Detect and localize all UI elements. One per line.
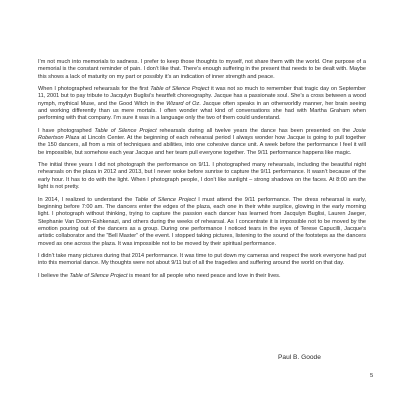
- paragraph-text: at Lincoln Center. At the beginning of each rehearsal period I always wonder how Jacque is going to pull together the 150 dancers, all from a mix of techniques and abilities, into one cohesive dance unit. A week before the performance I feel it will be impossible, but somehow each year Jacque and her team pull everyone together. The 9/11 performance happens like magic.: [38, 135, 366, 156]
- paragraph-text: The initial three years I did not photograph the performance on 9/11. I photographed many rehearsals, including the beautiful night rehearsals on the plaza in 2012 and 2013, but I never woke before sunrise to capture the 9/11 performance. It wasn’t because of the early hour. It has to do with the light. When I photograph people, I don’t like sunlight – strong shadows on the faces. At 8:00 am the light is not pretty.: [38, 162, 366, 191]
- author-signature: Paul B. Goode: [278, 354, 321, 361]
- paragraph: [38, 273, 366, 280]
- italic-title: Table of Silence Project: [134, 196, 196, 203]
- essay-body: [38, 59, 366, 285]
- paragraph-text: I must attend the 9/11 performance. The dress rehearsal is early, beginning before 7:00 am. The dancers enter the edges of the plaza, each one in their white surplice, glowing in the early morning light. I photograph without thinking, trying to capture the passion each dancer has learned from Jacqulyn Buglisi, Lauren Jaeger, Stephanie Van Doorn-Eshkenazi, and others during the weeks of rehearsal. As I concentrate it is impossible not to be moved by the emotion pouring out of the dancers as a group. During one performance I noticed tears in the eyes of Terese Capucilli, Jacque’s artistic collaborator and the “Bell Master” of the event. I stopped taking pictures, listening to the sound of the footsteps as the dancers moved as one across the plaza. It was impossible not to be moved by their spiritual performance.: [38, 196, 367, 247]
- paragraph-text: When I photographed rehearsals for the first: [38, 86, 151, 93]
- page-number: 5: [370, 373, 374, 379]
- paragraph-text: rehearsals during all twelve years the dance has been presented on the: [156, 127, 354, 134]
- italic-title: Table of Silence Project: [69, 272, 128, 279]
- paragraph: [38, 86, 366, 123]
- paragraph-text: I’m not much into memorials to sadness. I prefer to keep those thoughts to myself, not share them with the world. One purpose of a memorial is the constant reminder of pain. I don’t like that. There’s enough suffering in the present that needs to be dealt with. Maybe this shows a lack of maturity on my part or possibly it’s an indication of inner strength and peace.: [38, 59, 366, 80]
- paragraph-text: it was not so much to remember that tragic day on September 11, 2001 but to pay tribute to Jacqulyn Buglisi’s heartfelt choreography. Jacque has a passionate soul. She’s a cross between a wood nymph, mythical Muse, and the Good Witch in the: [38, 86, 367, 107]
- italic-title: Josie Robertson Plaza: [38, 127, 366, 142]
- paragraph-text: I believe the: [38, 272, 70, 279]
- italic-title: Table of Silence Project: [94, 127, 157, 134]
- paragraph: [38, 162, 366, 191]
- paragraph: [38, 59, 366, 81]
- paragraph-text: I didn’t take many pictures during that 2014 performance. It was time to put down my cameras and respect the work everyone had put into this memorial dance. My thoughts were not about 9/11 but of all the tragedies and suffering around the world on that day.: [38, 252, 366, 267]
- paragraph-text: . Jacque often speaks in an otherworldly manner, her brain seeing and working differently than us mere mortals. I often wonder what kind of conversations she had with Martha Graham when performing with that company. I’m sure it was in a language only the two of them could understand.: [38, 100, 366, 122]
- paragraph-text: I have photographed: [38, 127, 95, 134]
- paragraph: [38, 253, 366, 268]
- paragraph: [38, 197, 366, 248]
- paragraph-text: is meant for all people who need peace and love in their lives.: [127, 272, 281, 279]
- italic-title: Table of Silence Project: [150, 86, 210, 93]
- paragraph: [38, 128, 366, 157]
- paragraph-text: In 2014, I realized to understand the: [38, 196, 135, 203]
- italic-title: Wizard of Oz: [166, 100, 200, 107]
